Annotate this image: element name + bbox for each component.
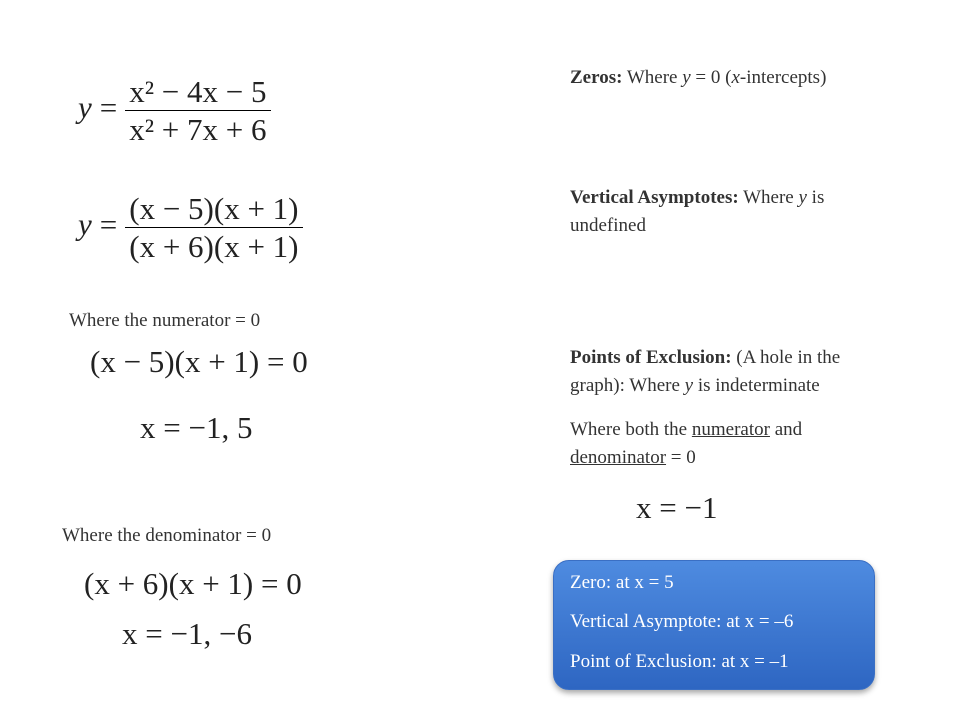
- summary-zero: Zero: at x = 5: [570, 572, 674, 593]
- equation-original: y = $\frac{\text{x² − 4x − 5}}{\text{x² + 7x + 6}}$: [78, 76, 271, 145]
- eq2-denominator: (x + 6)(x + 1): [129, 229, 299, 264]
- eq1-denominator: x² + 7x + 6: [129, 112, 267, 147]
- both-text-c: = 0: [666, 447, 696, 468]
- points-of-exclusion-definition: [570, 344, 880, 400]
- exclusion-solution: x = −1: [636, 490, 718, 525]
- zeros-text-c: -intercepts): [739, 67, 827, 88]
- va-var-y: y: [798, 187, 807, 208]
- numerator-label: Where the numerator = 0: [69, 310, 261, 331]
- va-text-b: is undefined: [570, 187, 825, 236]
- zeros-var-y: y: [682, 67, 691, 88]
- va-title: Vertical Asymptotes:: [570, 187, 739, 208]
- numerator-solution: x = −1, 5: [140, 410, 253, 445]
- numerator-equation: (x − 5)(x + 1) = 0: [90, 344, 308, 379]
- summary-box: [553, 560, 875, 690]
- eq1-numerator: x² − 4x − 5: [129, 74, 267, 109]
- eq2-numerator: (x − 5)(x + 1): [129, 191, 299, 226]
- poe-text-a: (A hole in the graph): Where: [570, 347, 841, 396]
- denominator-equation: (x + 6)(x + 1) = 0: [84, 566, 302, 601]
- zeros-text-b: = 0 (: [690, 67, 732, 88]
- eq2-lhs: y: [78, 206, 92, 242]
- both-text-a: Where both the: [570, 419, 692, 440]
- summary-vertical-asymptote: Vertical Asymptote: at x = –6: [570, 611, 794, 632]
- vertical-asymptotes-definition: [570, 184, 900, 240]
- zeros-var-x: x: [731, 67, 740, 88]
- poe-title: Points of Exclusion:: [570, 347, 732, 368]
- both-denominator: denominator: [570, 447, 667, 468]
- va-text-a: Where: [738, 187, 799, 208]
- both-text-b: and: [769, 419, 803, 440]
- summary-point-of-exclusion: Point of Exclusion: at x = –1: [570, 651, 789, 672]
- poe-text-b: is indeterminate: [693, 375, 820, 396]
- zeros-definition: [570, 64, 910, 92]
- denominator-label: Where the denominator = 0: [62, 525, 272, 546]
- both-zero-condition: [570, 416, 835, 472]
- zeros-text-a: Where: [622, 67, 683, 88]
- eq1-lhs: y: [78, 89, 92, 125]
- eq2-fraction: [125, 193, 302, 262]
- eq1-fraction: [125, 76, 270, 145]
- denominator-solution: x = −1, −6: [122, 616, 252, 651]
- equation-factored: y = $\frac{(x - 5)(x + 1)}{(x + 6)(x + 1)}$: [78, 193, 303, 262]
- zeros-title: Zeros:: [570, 67, 623, 88]
- both-numerator: numerator: [691, 419, 770, 440]
- poe-var-y: y: [684, 375, 694, 396]
